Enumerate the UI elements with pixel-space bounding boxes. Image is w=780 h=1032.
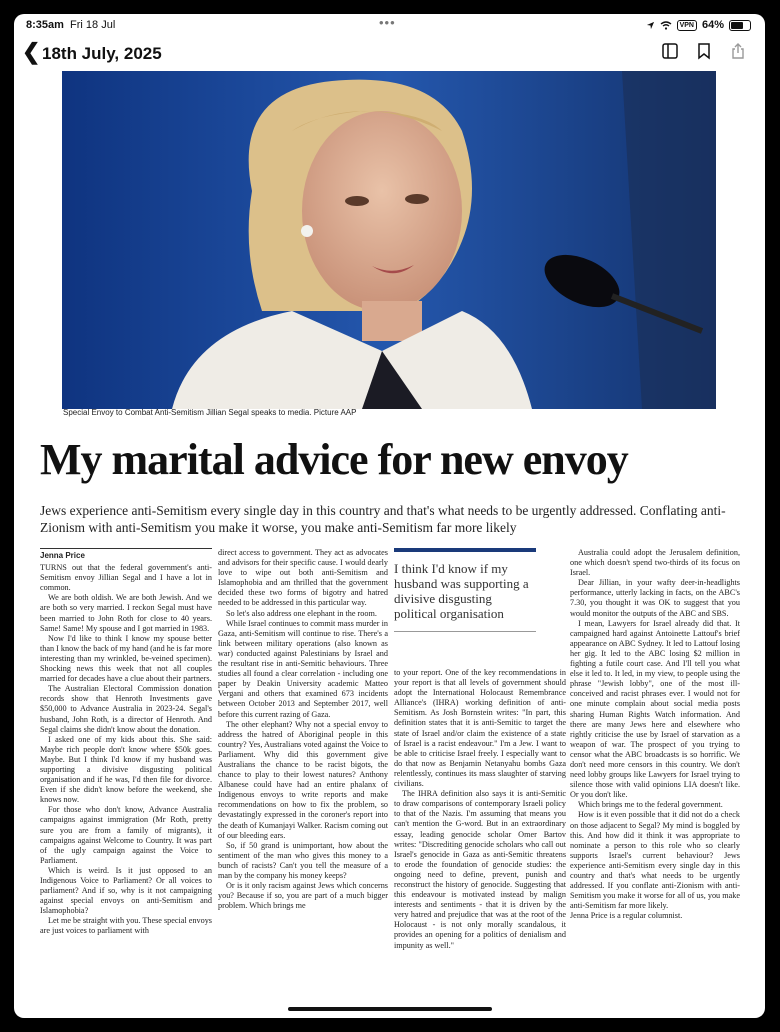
article-column-3 [394, 668, 566, 951]
pull-quote-divider [394, 631, 536, 632]
pull-quote-text: I think I'd know if my husband was supporting a divisive disgusting political organisation [394, 561, 529, 621]
paragraph: So, if 50 grand is unimportant, how about the sentiment of the man who gives this money to a bunch of racists? Can't you tell the measure of a man by the company his money keeps? [218, 840, 388, 880]
paragraph: The IHRA definition also says it is anti-Semitic to draw comparisons of contemporary Israeli policy to that of the Nazis. I'm assuming that means you can't mention the G-word. But in an extraordinary essay, leading genocide scholar Omer Bartov writes: "Discrediting genocide scholars who call out Israel's genocide in Gaza as anti-Semitic threatens to erode the foundation of genocide studies: the ongoing need to define, prevent, punish and reconstruct the history of genocide. Suggesting that this endeavour is motivated instead by malign interests and sentiments - that it is driven by the very hatred and prejudice that was at the root of the Holocaust - is not only morally scandalous, it provides an opening for a politics of denialism and impunity as well." [394, 789, 566, 950]
paragraph: So let's also address one elephant in the room. [226, 608, 377, 618]
paragraph: I asked one of my kids about this. She said: Maybe rich people don't know where $50k goes. Maybe. But I think I'd know if my husband was supporting a divisive disgusting political organisation and if he was, I'd then file for divorce. Even if she didn't know before the weekend, she knows now. [40, 734, 212, 805]
nav-actions [661, 42, 747, 60]
paragraph: TURNS out that the federal government's anti-Semitism envoy Jillian Segal and I have a lot in common. [40, 563, 212, 593]
pull-quote-rule [394, 548, 536, 552]
pull-quote [394, 548, 536, 632]
status-time: 8:35am Fri 18 Jul [26, 19, 116, 31]
back-icon[interactable]: ❮ [22, 39, 41, 64]
paragraph: to your report. One of the key recommendations in your report is that all levels of government should adopt the International Holocaust Remembrance Alliance's (IHRA) working definition of anti-Semitism. As Josh Bornstein writes: "In part, this definition states that it is anti-Semitic to target the state of Israel and/or claim the existence of a state of Israel is a racist endeavour." I'm a Jew. I want to be able to criticise Israel freely. I especially want to do that now as Benjamin Netanyahu bombs Gaza relentlessly, continues its mass slaughter of starving civilians. [394, 668, 566, 789]
bookmark-icon[interactable] [695, 42, 713, 60]
home-indicator[interactable] [288, 1007, 492, 1011]
paragraph: Or is it only racism against Jews which concerns you? Because if so, you are part of a much bigger problem. Which brings me [218, 881, 388, 911]
article-photo [62, 71, 716, 409]
paragraph: The Australian Electoral Commission donation records show that Henroth Investments gave $50,000 to Advance Australia in 2023-24. Segal's husband, John Roth, is a director of Henroth. And Segal claims she didn't know about the donation. [40, 684, 212, 734]
paragraph: Which brings me to the federal government. [578, 800, 723, 810]
multitask-dots-icon[interactable]: ••• [379, 15, 396, 30]
paragraph: While Israel continues to commit mass murder in Gaza, anti-Semitism will continue to rise. There's a link between military operations (also known as war) conducted against Palestinians by Israel and the resultant rise in anti-Semitic behaviours. Three studies all found a clear correlation - including one paper by Deakin University academic Matteo Vergani and others that examined 673 incidents between October 2013 and September 2017, well before this current razing of Gaza. [218, 618, 388, 719]
page-title: 18th July, 2025 [42, 44, 162, 63]
wifi-icon [660, 21, 672, 30]
nav-bar [14, 38, 765, 68]
article-column-1 [40, 548, 212, 937]
paragraph: Now I'd like to think I know my spouse better than I know the back of my hand (and he is far more interesting than my wrinkled, be-veined specimen). Shocking news this week that not all couples married for decades have a clue about their partners. [40, 633, 212, 684]
location-icon [646, 21, 655, 30]
article-byline: Jenna Price [40, 548, 212, 561]
share-icon[interactable] [729, 42, 747, 60]
battery-icon [729, 20, 751, 31]
paragraph: I mean, Lawyers for Israel already did that. It campaigned hard against Antoinette Lattouf's brief appearance on ABC Sydney. It led to Lattouf losing her gig. It led to the ABC losing $2 million in fighting a futile court case. And I'll tell you what else it led to. It led, in my view, to people using the phrase "Jewish lobby", one of the most ill-conceived and racist phrases ever. I would not for one minute complain about social media posts sharing Human Rights Watch information. And there are many Jews here and elsewhere who rightly criticise the use by Israel of starvation as a weapon of war. The prospect of you trying to censor what the ABC broadcasts is so horrific. We don't need more censors in this country. We don't need lobby groups like Lawyers for Israel trying to silence those with valid opinions LIA doesn't like. Or you don't like. [570, 618, 740, 800]
paragraph: Dear Jillian, in your wafty deer-in-headlights performance, utterly lacking in facts, on the ABC's 7.30, you thought it was OK to suggest that you would monitor the outputs of the ABC and SBS. [570, 578, 740, 618]
article-standfirst: Jews experience anti-Semitism every single day in this country and that's what needs to be urgently addressed. Conflating anti-Zionism with anti-Semitism you make it worse, you make anti-Semitism far more likely [40, 503, 726, 535]
paragraph: The other elephant? Why not a special envoy to address the hatred of Aboriginal people in this country? Yes, Australians voted against the Voice to Parliament. Why did this government give Australians the chance to be racist bigots, the chance to play to their lowest natures? Anthony Albanese could have had an entire phalanx of Indigenous envoys to write reports and make recommendations on how to fix the problem, so devastatingly expressed in the coroner's report into the death of Kumanjayi Walker. Racism coming out of our bleeding ears. [218, 719, 388, 840]
paragraph: Australia could adopt the Jerusalem definition, one which doesn't spend two-thirds of its focus on Israel. [570, 548, 740, 578]
photo-caption: Special Envoy to Combat Anti-Semitism Jillian Segal speaks to media. Picture AAP [63, 408, 357, 417]
article-column-4 [570, 548, 740, 921]
article-column-2 [218, 548, 388, 911]
battery-percent: 64% [701, 19, 724, 31]
reader-view-icon[interactable] [661, 42, 679, 60]
paragraph: Which is weird. Is it just opposed to an Indigenous Voice to Parliament? Or all voices to parliament? And if so, why is it not campaigning against special envoys on anti-Semitism and Islamophobia? [40, 865, 212, 916]
paragraph: Let me be straight with you. These special envoys are just voices to parliament with [40, 916, 212, 936]
paragraph: How is it even possible that it did not do a check on those adjacent to Segal? My mind is boggled by this. And how did it think it was appropriate to nominate a person to this role who so clearly supports Israel's current behaviour? Jews experience anti-Semitism every single day in this country and that's what needs to be urgently addressed. If you conflate anti-Zionism with anti-Semitism you make it worse for all of us, you make anti-Semitism far more likely. [570, 810, 740, 911]
paragraph: For those who don't know, Advance Australia campaigns against immigration (Mr Roth, pretty sure you are from a family of migrants), it campaigns against Welcome to Country. It was part of the ugly campaign against the Voice to Parliament. [40, 805, 212, 865]
paragraph: direct access to government. They act as advocates and advisors for their specific cause. I would dearly love to wipe out both anti-Semitism and Islamophobia and am thrilled that the government decided these two forms of bigotry and hatred needed to be addressed in this particular way. [218, 548, 388, 608]
status-bar [14, 14, 765, 36]
screen [14, 14, 765, 1018]
author-note: Jenna Price is a regular columnist. [570, 911, 683, 921]
article-headline: My marital advice for new envoy [40, 435, 628, 484]
vpn-badge: VPN [677, 20, 697, 31]
status-right [646, 19, 751, 31]
paragraph: We are both oldish. We are both Jewish. And we are both so very married. I reckon Segal must have been married to John Roth for close to 40 years. Same! Same! My spouse and I got married in 1983. [40, 593, 212, 633]
envoy-portrait [62, 71, 716, 409]
